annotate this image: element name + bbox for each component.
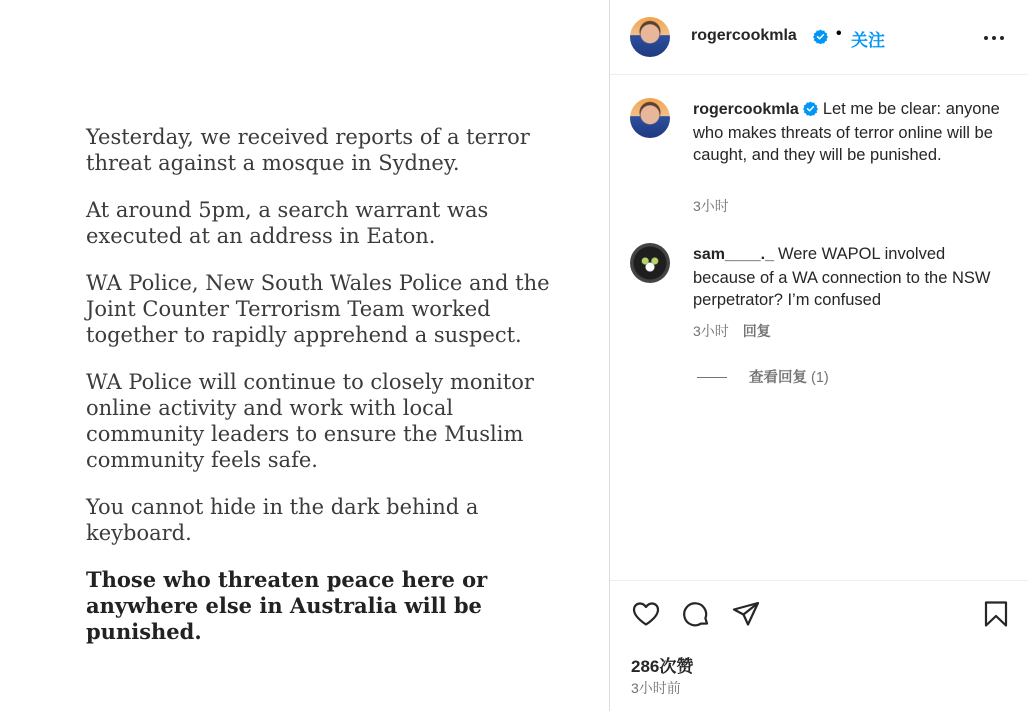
comment-text: Were WAPOL involved because of a WA connection to the NSW perpetrator? I’m confused (693, 245, 991, 309)
comments-section (610, 76, 1028, 580)
post-header (610, 0, 1028, 75)
post-paragraph: WA Police, New South Wales Police and the Joint Counter Terrorism Team worked together to rapidly apprehend a suspect. (86, 271, 550, 347)
post-text (86, 124, 556, 666)
view-replies-label: 查看回复 (749, 370, 807, 386)
post-actions (610, 580, 1028, 711)
post-timestamp[interactable]: 3小时前 (631, 680, 681, 696)
share-icon[interactable] (731, 599, 761, 629)
replies-count: (1) (811, 370, 829, 386)
likes-count[interactable]: 286次赞 (631, 657, 694, 676)
post-closing: Those who threaten peace here or anywhere else in Australia will be punished. (86, 567, 488, 644)
more-options-icon[interactable] (982, 22, 1006, 52)
reply-button[interactable]: 回复 (742, 323, 771, 339)
author-avatar[interactable] (630, 98, 670, 138)
post-paragraph: You cannot hide in the dark behind a keyboard. (86, 495, 479, 545)
replies-divider (697, 377, 727, 378)
follow-button[interactable]: 关注 (851, 31, 885, 50)
comment-username[interactable]: sam____._ (693, 246, 774, 263)
heart-icon[interactable] (631, 599, 661, 629)
comment-meta (693, 196, 729, 216)
comment-body (693, 243, 1003, 312)
post-paragraph: Yesterday, we received reports of a terror threat against a mosque in Sydney. (86, 125, 530, 175)
comment-time[interactable]: 3小时 (693, 323, 729, 339)
author-username[interactable]: rogercookmla (691, 27, 797, 44)
bookmark-icon[interactable] (981, 599, 1011, 629)
comment-meta (693, 321, 771, 341)
comment-icon[interactable] (681, 599, 711, 629)
post-paragraph: WA Police will continue to closely monitor online activity and work with local community leaders to ensure the Muslim community feels safe. (86, 370, 534, 472)
comment-time[interactable]: 3小时 (693, 198, 729, 214)
author-avatar[interactable] (630, 17, 670, 57)
post-paragraph: At around 5pm, a search warrant was executed at an address in Eaton. (86, 198, 489, 248)
commenter-avatar[interactable] (630, 243, 670, 283)
comment-body (693, 98, 1003, 167)
comment-text: Let me be clear: anyone who makes threats of terror online will be caught, and they will be punished. (693, 100, 1000, 164)
comment-username[interactable]: rogercookmla (693, 101, 799, 118)
verified-badge-icon (813, 29, 828, 44)
separator-dot: • (836, 25, 842, 42)
post-side-panel (609, 0, 1028, 711)
view-replies-button[interactable] (697, 366, 829, 387)
verified-badge-icon (803, 101, 818, 116)
